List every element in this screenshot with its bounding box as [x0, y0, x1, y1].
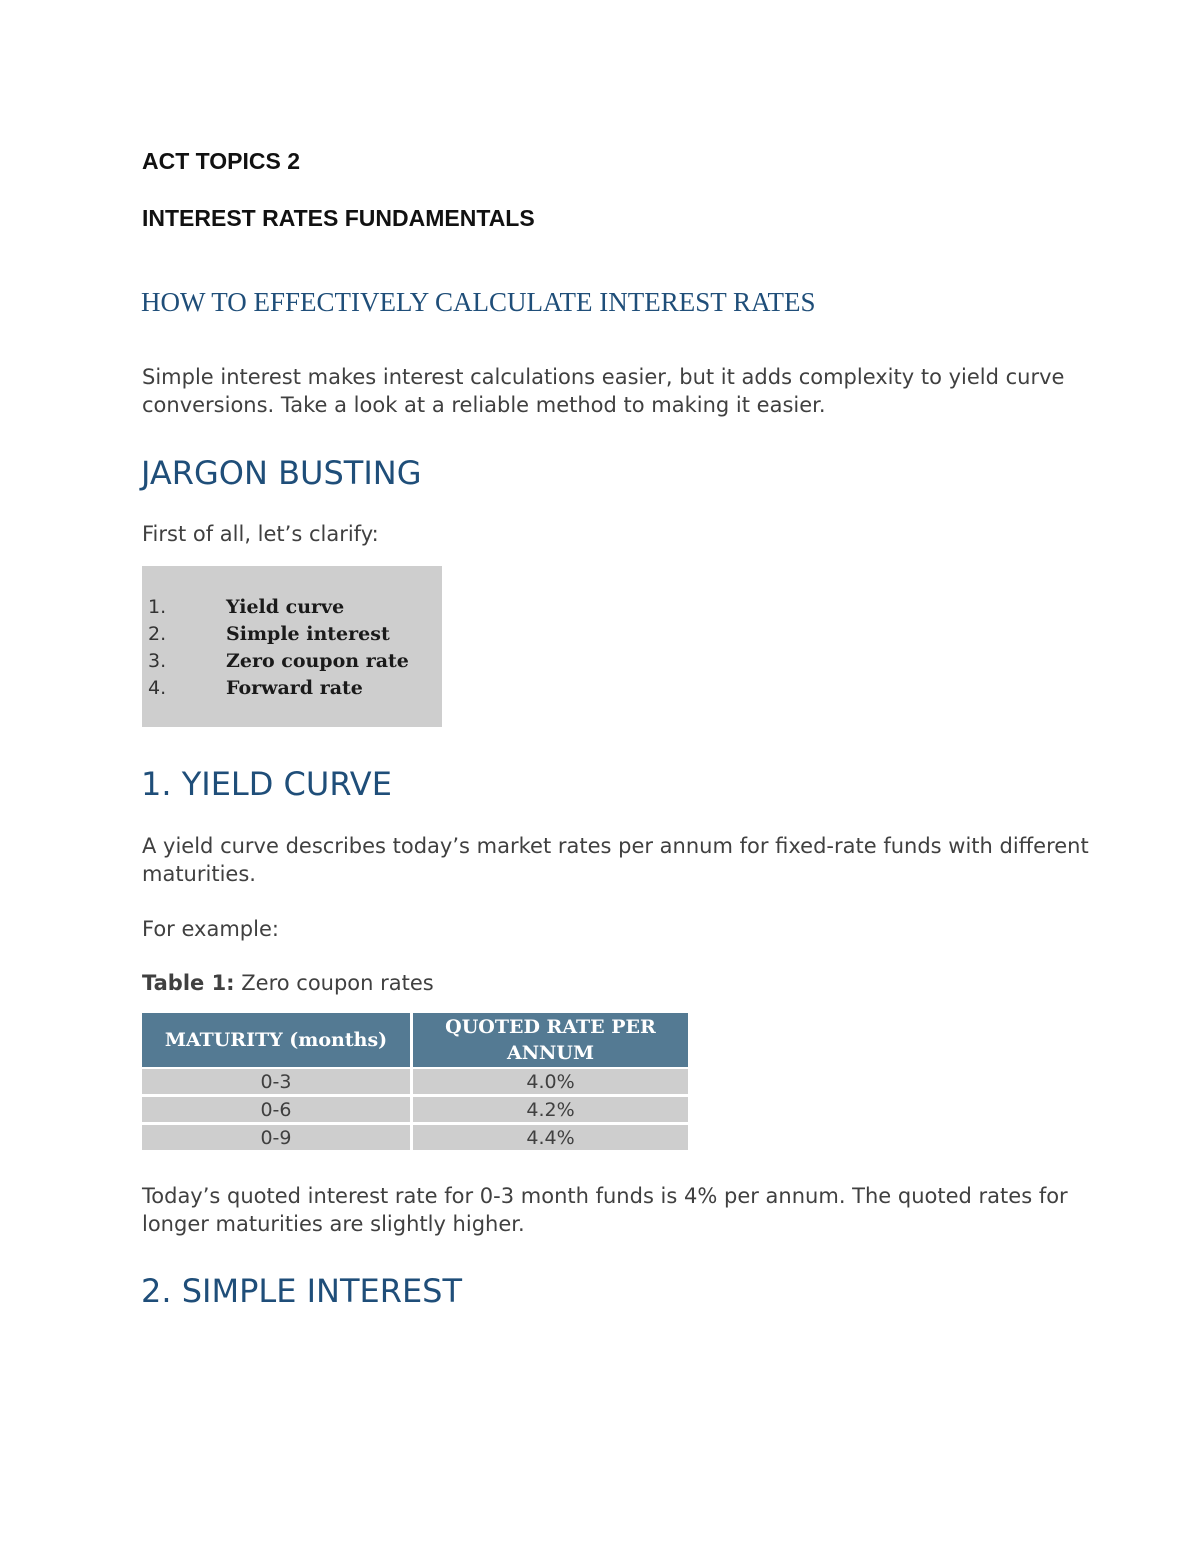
jargon-item-number: 2.: [148, 623, 167, 645]
jargon-heading: JARGON BUSTING: [141, 454, 422, 492]
jargon-list-box: [142, 566, 442, 727]
yield-curve-heading: 1. YIELD CURVE: [141, 765, 392, 803]
jargon-item-text: Forward rate: [226, 677, 363, 699]
yield-curve-description: A yield curve describes today’s market rates per annum for fixed-rate funds with different maturities.: [142, 834, 1089, 886]
table-cell-maturity: 0-9: [142, 1125, 413, 1153]
table-row: [142, 1097, 688, 1125]
table-cell-rate: 4.2%: [413, 1097, 688, 1125]
table-header-quoted-rate: [413, 1013, 688, 1069]
table-row: [142, 1125, 688, 1153]
table-caption-label: Table 1:: [142, 971, 235, 995]
jargon-item-text: Zero coupon rate: [226, 650, 409, 672]
article-heading: HOW TO EFFECTIVELY CALCULATE INTEREST RATES: [141, 287, 816, 317]
jargon-item-number: 1.: [148, 596, 167, 618]
zero-coupon-rates-table: [142, 1013, 688, 1153]
intro-paragraph: Simple interest makes interest calculations easier, but it adds complexity to yield curve conversions. Take a look at a reliable method to making it easier.: [142, 365, 1065, 417]
table-caption-text: Zero coupon rates: [234, 971, 434, 995]
jargon-item-number: 4.: [148, 677, 167, 699]
table-caption: [142, 969, 1102, 997]
jargon-lead: First of all, let’s clarify:: [142, 522, 379, 546]
document-subtitle: INTEREST RATES FUNDAMENTALS: [142, 205, 535, 231]
table-cell-maturity: 0-3: [142, 1069, 413, 1097]
table-header-maturity: MATURITY (months): [142, 1013, 413, 1069]
table-header-row: [142, 1013, 688, 1069]
document-title: ACT TOPICS 2: [142, 148, 301, 174]
example-label: For example:: [142, 917, 279, 941]
jargon-item-text: Yield curve: [226, 596, 345, 618]
table-cell-rate: 4.0%: [413, 1069, 688, 1097]
table-header-quoted-rate-text: QUOTED RATE PER ANNUM: [445, 1016, 656, 1064]
table-cell-rate: 4.4%: [413, 1125, 688, 1153]
jargon-item-text: Simple interest: [226, 623, 390, 645]
yield-curve-summary: Today’s quoted interest rate for 0-3 month funds is 4% per annum. The quoted rates for longer maturities are slightly higher.: [142, 1184, 1068, 1236]
jargon-item-number: 3.: [148, 650, 167, 672]
table-row: [142, 1069, 688, 1097]
table-cell-maturity: 0-6: [142, 1097, 413, 1125]
simple-interest-heading: 2. SIMPLE INTEREST: [141, 1272, 463, 1310]
